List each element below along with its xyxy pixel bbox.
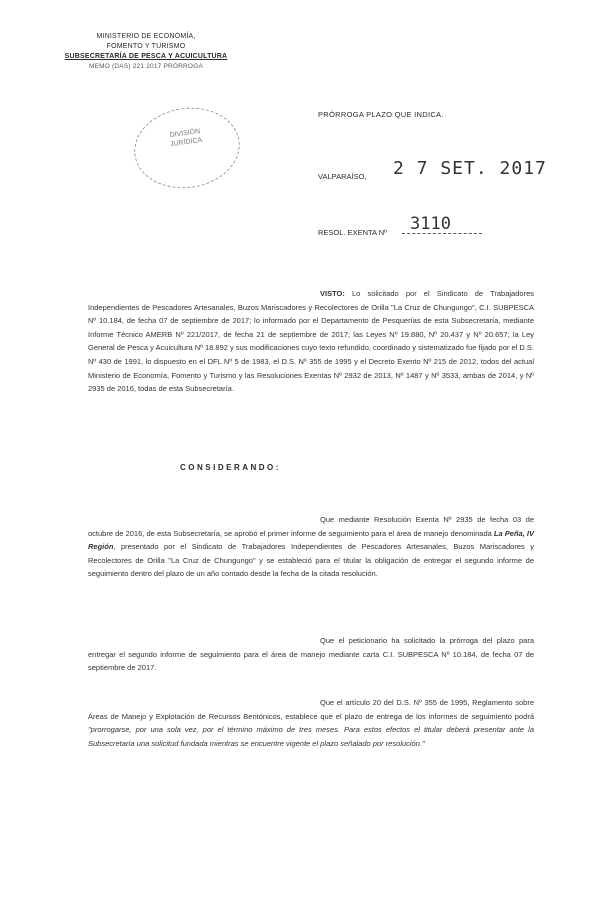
resolution-underline xyxy=(402,233,482,234)
p3-text-a: Que el artículo 20 del D.S. Nº 355 de 1995, Reglamento sobre Áreas de Manejo y Explotación de Recursos Bentónicos, establece que el plazo de entrega de los informes de seguimiento podrá xyxy=(88,698,534,721)
p3-quote: "prorrogarse, por una sola vez, por el término máximo de tres meses. Para estos efectos el titular deberá presentar ante la Subsecretaría una solicitud fundada mientras se encuentre vigente el plazo señalado por resolución." xyxy=(88,725,534,748)
considerando-heading: CONSIDERANDO: xyxy=(180,463,281,472)
subject-line: PRÓRROGA PLAZO QUE INDICA. xyxy=(318,110,444,119)
undersecretariat-line: SUBSECRETARÍA DE PESCA Y ACUICULTURA xyxy=(64,53,228,60)
memo-reference: MEMO (DAS) 221 2017 PRÓRROGA xyxy=(89,63,203,70)
visto-heading: VISTO: xyxy=(320,289,345,298)
p1-area-name: La Peña, IV Región xyxy=(88,528,534,552)
stamp-text-1: DIVISIÓN xyxy=(169,128,201,140)
stamp-text-2: JURÍDICA xyxy=(169,136,203,149)
visto-paragraph xyxy=(88,287,534,396)
considerando-paragraph-3 xyxy=(88,696,534,750)
official-stamp xyxy=(129,101,245,195)
p1-text-c: , presentado por el Sindicato de Trabajadores Independientes de Pescadores Artesanales, Buzos Mariscadores y Recolectores de Orilla "La Cruz de Chungungo" y se estableció para el titular la obligación de entregar el segundo informe de seguimiento dentro del plazo de un año contado desde la fecha de la citada resolución. xyxy=(88,542,534,579)
resolution-label: RESOL. EXENTA Nº xyxy=(318,228,387,237)
resolution-number: 3110 xyxy=(410,214,451,234)
considerando-paragraph-1 xyxy=(88,513,534,581)
date-label: VALPARAÍSO, xyxy=(318,172,367,181)
ministry-line: MINISTERIO DE ECONOMÍA, xyxy=(96,33,196,40)
visto-text: Lo solicitado por el Sindicato de Trabajadores Independientes de Pescadores Artesanales, Buzos Mariscadores y Recolectores de Orilla "La Cruz de Chungungo", C.I. SUBPESCA Nº 10.184, de fecha 07 de septiembre de 2017; lo informado por el Departamento de Pesquerías de esta Subsecretaría, mediante Informe Técnico AMERB Nº 221/2017, de fecha 21 de septiembre de 2017; las Leyes Nº 19.880, Nº 20.437 y Nº 20.657; la Ley General de Pesca y Acuicultura Nº 18.892 y sus modificaciones cuyo texto refundido, coordinado y sistematizado fue fijado por el D.S. Nº 430 de 1991, lo dispuesto en el DFL Nº 5 de 1983, el D.S. Nº 355 de 1995 y el Decreto Exento Nº 215 de 2012, todos del actual Ministerio de Economía, Fomento y Turismo y las Resoluciones Exentas Nº 2932 de 2013, Nº 1487 y Nº 3533, ambas de 2014, y Nº 2935 de 2016, todas de esta Subsecretaría. xyxy=(88,289,534,394)
date-stamp: 2 7 SET. 2017 xyxy=(393,158,547,179)
ministry-line-2: FOMENTO Y TURISMO xyxy=(106,43,186,50)
p1-text-a: Que mediante Resolución Exenta Nº 2935 de fecha 03 de octubre de 2016, de esta Subsecretaría, se aprobó el primer informe de seguimiento para el área de manejo denominada xyxy=(88,515,534,538)
p2-text: Que el peticionario ha solicitado la prórroga del plazo para entregar el segundo informe de seguimiento para el área de manejo mediante carta C.I. SUBPESCA Nº 10.184, de fecha 07 de septiembre de 2017. xyxy=(88,636,534,673)
considerando-paragraph-2 xyxy=(88,634,534,675)
letterhead xyxy=(46,32,246,72)
